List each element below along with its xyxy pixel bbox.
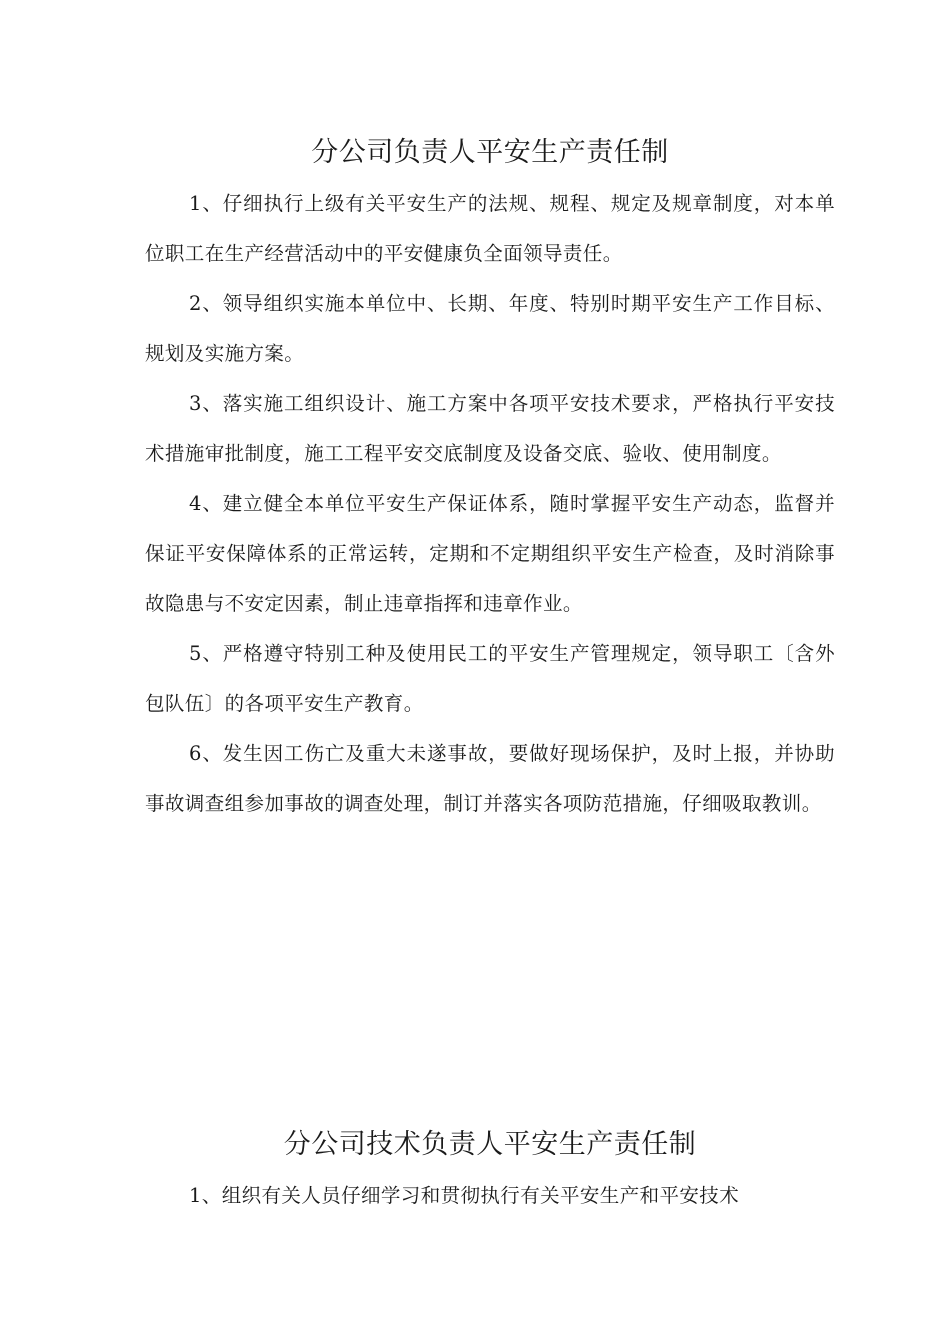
paragraph-item-1: 1、仔细执行上级有关平安生产的法规、规程、规定及规章制度，对本单位职工在生产经营活动中的平安健康负全面领导责任。 <box>145 192 835 265</box>
paragraph-item-6: 6、发生因工伤亡及重大未遂事故，要做好现场保护，及时上报，并协助事故调查组参加事故的调查处理，制订并落实各项防范措施，仔细吸取教训。 <box>145 742 835 815</box>
paragraph-item-1: 1、组织有关人员仔细学习和贯彻执行有关平安生产和平安技术 <box>189 1184 740 1207</box>
section-branch-manager-responsibility <box>145 133 835 829</box>
paragraph-item-4: 4、建立健全本单位平安生产保证体系，随时掌握平安生产动态，监督并保证平安保障体系的正常运转，定期和不定期组织平安生产检查，及时消除事故隐患与不安定因素，制止违章指挥和违章作业。 <box>145 492 835 615</box>
paragraph-item-5: 5、严格遵守特别工种及使用民工的平安生产管理规定，领导职工〔含外包队伍〕的各项平安生产教育。 <box>145 642 835 715</box>
section-title: 分公司技术负责人平安生产责任制 <box>283 1129 697 1160</box>
section-title: 分公司负责人平安生产责任制 <box>311 137 669 168</box>
paragraph-item-3: 3、落实施工组织设计、施工方案中各项平安技术要求，严格执行平安技术措施审批制度，施工工程平安交底制度及设备交底、验收、使用制度。 <box>145 392 835 465</box>
section-technical-manager-responsibility <box>145 1125 835 1221</box>
paragraph-item-2: 2、领导组织实施本单位中、长期、年度、特别时期平安生产工作目标、规划及实施方案。 <box>145 292 835 365</box>
